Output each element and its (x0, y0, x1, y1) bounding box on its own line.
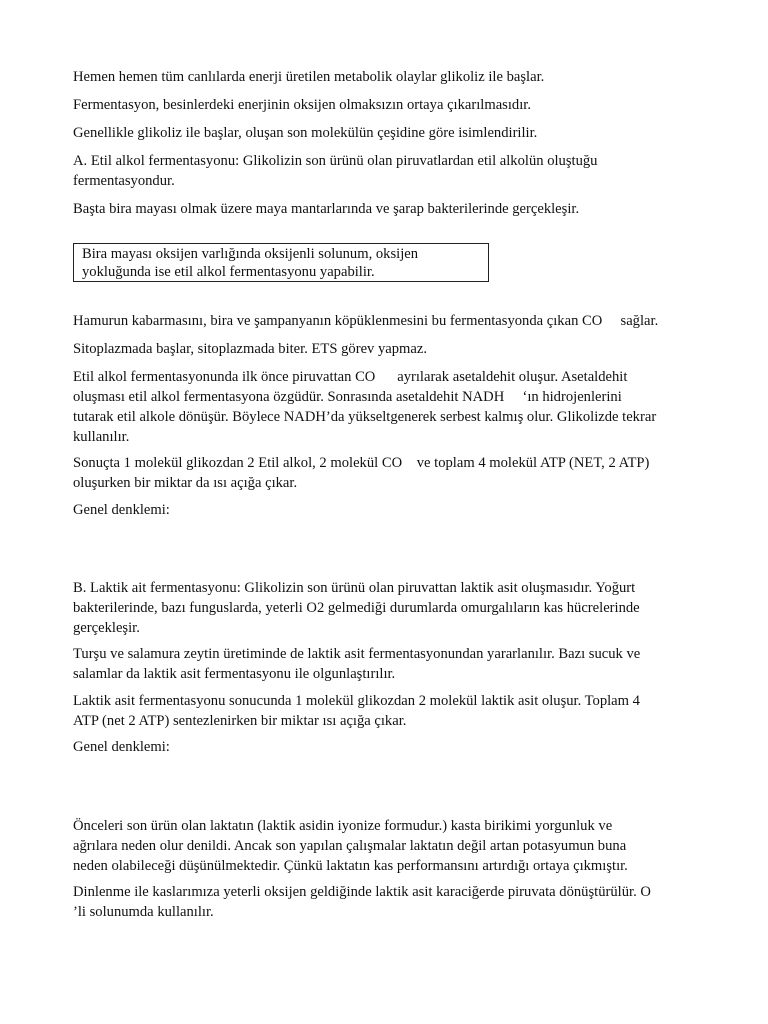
paragraph-line: Önceleri son ürün olan laktatın (laktik asidin iyonize formudur.) kasta birikimi yorgunluk ve (73, 818, 613, 834)
paragraph-line: oluşurken bir miktar da ısı açığa çıkar. (73, 475, 298, 491)
paragraph-lactic-result (73, 691, 703, 731)
paragraph-line: ağrılara neden olur denildi. Ancak son yapılan çalışmalar laktatın değil artan potasyumun buna (73, 838, 627, 854)
paragraph-intro: Hemen hemen tüm canlılarda enerji üretilen metabolik olaylar glikoliz ile başlar. (73, 69, 545, 85)
paragraph-fermentation-definition: Fermentasyon, besinlerdeki enerjinin oksijen olmaksızın ortaya çıkarılmasıdır. (73, 97, 531, 113)
paragraph-line: neden olabileceği düşünülmektedir. Çünkü laktatın kas performansını artırdığı ortaya çıkmıştır. (73, 858, 628, 874)
paragraph-ethyl-alcohol-heading (73, 151, 703, 191)
paragraph-line: fermentasyondur. (73, 173, 175, 189)
paragraph-line: bakterilerinde, bazı funguslarda, yeterli O2 gelmediği durumlarda omurgalıların kas hücrelerinde (73, 600, 640, 616)
paragraph-cytoplasm: Sitoplazmada başlar, sitoplazmada biter. ETS görev yapmaz. (73, 341, 428, 357)
info-box (73, 243, 489, 282)
paragraph-line: A. Etil alkol fermentasyonu: Glikolizin son ürünü olan piruvatlardan etil alkolün oluştuğu (73, 153, 598, 169)
paragraph-result (73, 453, 703, 493)
paragraph-line: ’li solunumda kullanılır. (73, 904, 214, 920)
paragraph-line: salamlar da laktik asit fermentasyonu ile olgunlaştırılır. (73, 666, 396, 682)
paragraph-line: ATP (net 2 ATP) sentezlenirken bir miktar ısı açığa çıkar. (73, 713, 407, 729)
info-box-line: Bira mayası oksijen varlığında oksijenli solunum, oksijen (82, 246, 419, 262)
general-equation-label: Genel denklemi: (73, 502, 170, 518)
paragraph-line: B. Laktik ait fermentasyonu: Glikolizin son ürünü olan piruvattan laktik asit oluşmasıdır. Yoğurt (73, 580, 636, 596)
paragraph-lactate (73, 816, 703, 876)
paragraph-line: Turşu ve salamura zeytin üretiminde de laktik asit fermentasyonundan yararlanılır. Bazı sucuk ve (73, 646, 641, 662)
paragraph-line: Laktik asit fermentasyonu sonucunda 1 molekül glikozdan 2 molekül laktik asit oluşur. Toplam 4 (73, 693, 640, 709)
paragraph-pickles (73, 644, 703, 684)
paragraph-rest (73, 882, 703, 922)
general-equation-label: Genel denklemi: (73, 739, 170, 755)
paragraph-naming: Genellikle glikoliz ile başlar, oluşan son molekülün çeşidine göre isimlendirilir. (73, 125, 538, 141)
info-box-line: yokluğunda ise etil alkol fermentasyonu yapabilir. (82, 263, 375, 280)
paragraph-line: gerçekleşir. (73, 620, 140, 636)
paragraph-dough: Hamurun kabarmasını, bira ve şampanyanın köpüklenmesini bu fermentasyonda çıkan CO sağlar. (73, 313, 659, 329)
paragraph-line: Sonuçta 1 molekül glikozdan 2 Etil alkol, 2 molekül CO ve toplam 4 molekül ATP (NET, 2 ATP) (73, 455, 650, 471)
paragraph-line: oluşması etil alkol fermentasyona özgüdür. Sonrasında asetaldehit NADH ‘ın hidrojenlerini (73, 389, 622, 405)
paragraph-line: Etil alkol fermentasyonunda ilk önce piruvattan CO ayrılarak asetaldehit oluşur. Asetaldehit (73, 369, 628, 385)
paragraph-line: kullanılır. (73, 429, 130, 445)
paragraph-acetaldehyde (73, 367, 703, 447)
paragraph-lactic-acid-heading (73, 578, 703, 638)
paragraph-line: tutarak etil alkole dönüşür. Böylece NADH’da yükseltgenerek serbest kalmış olur. Glikolizde tekrar (73, 409, 657, 425)
paragraph-line: Dinlenme ile kaslarımıza yeterli oksijen geldiğinde laktik asit karaciğerde piruvata dönüştürülür. O (73, 884, 651, 900)
paragraph-yeast: Başta bira mayası olmak üzere maya mantarlarında ve şarap bakterilerinde gerçekleşir. (73, 201, 580, 217)
